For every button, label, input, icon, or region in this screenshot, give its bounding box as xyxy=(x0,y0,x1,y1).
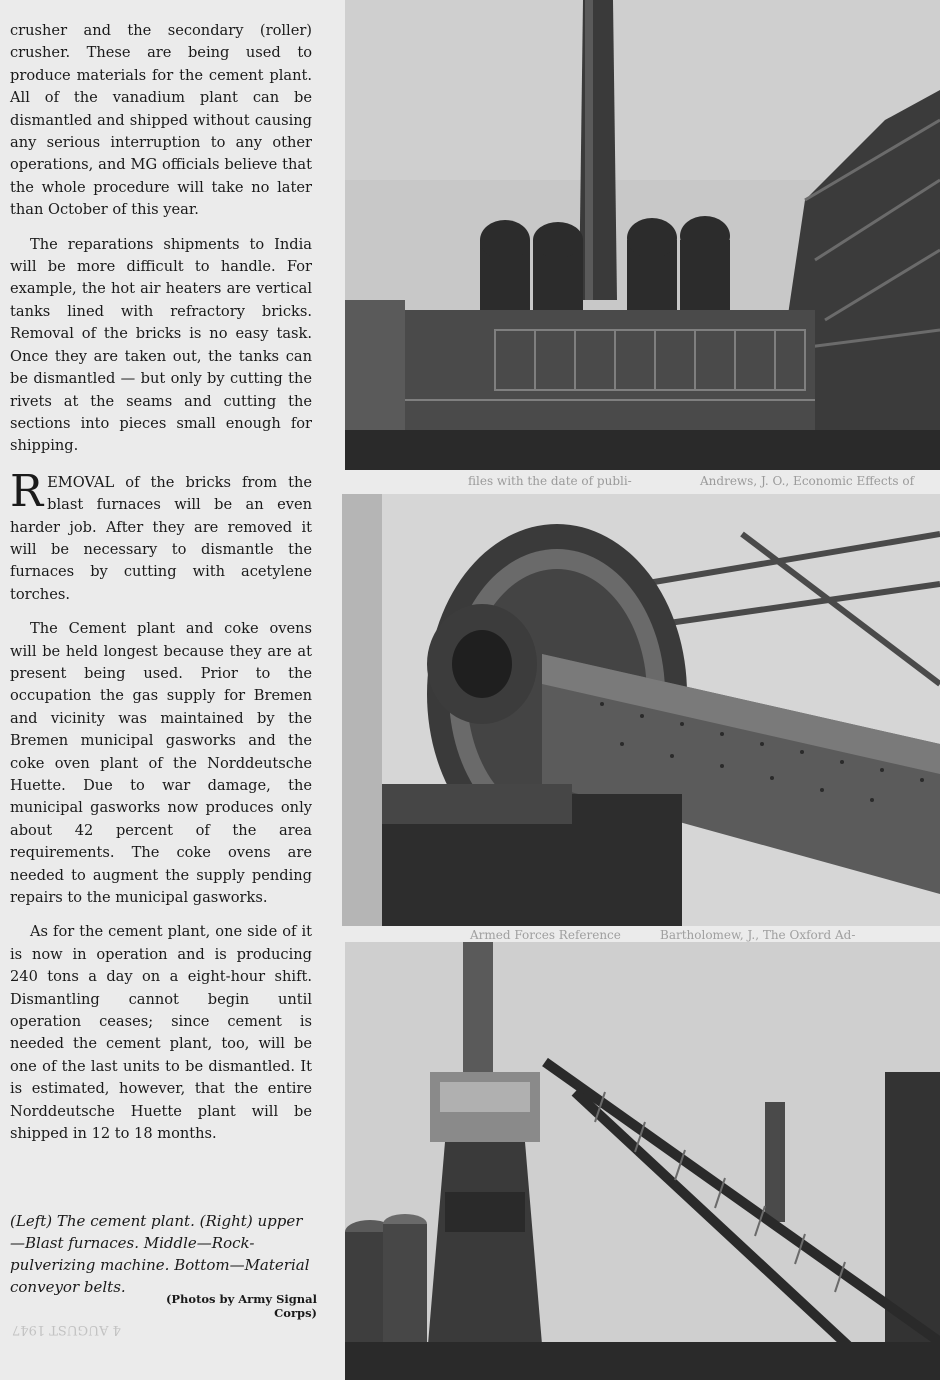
ghost-footer: 4 AUGUST 1947 xyxy=(12,1322,121,1337)
photo-caption: (Left) The cement plant. (Right) upper —Blast furnaces. Middle—Rock-pulverizing machine. Bottom—Material conveyor belts. xyxy=(10,1212,310,1296)
drop-cap: R xyxy=(10,465,44,517)
article-paragraph: The reparations shipments to India will be more difficult to handle. For example, the hot air heaters are vertical tanks lined with refractory bricks. Removal of the bricks is no easy task. Once they are taken out, the tanks can be dismantled — but only by cutting the rivets at the seams and cutting the sections into pieces small enough for shipping. xyxy=(10,235,312,455)
blast-furnaces-photo xyxy=(345,0,940,470)
conveyor-belts-photo xyxy=(345,942,940,1380)
drop-cap-paragraph xyxy=(10,465,312,606)
article-paragraph: crusher and the secondary (roller) crusher. These are being used to produce materials for the cement plant. All of the vanadium plant can be dismantled and shipped without causing any serious interruption to any other operations, and MG officials believe that the whole procedure will take no later than October of this year. xyxy=(10,22,312,219)
ghost-line: Armed Forces Reference xyxy=(470,928,621,942)
drop-cap-paragraph-text: EMOVAL of the bricks from the blast furnaces will be an even harder job. After they are removed it will be necessary to dismantle the furnaces by cutting with acetylene torches. xyxy=(10,473,312,603)
article-paragraph: The Cement plant and coke ovens will be held longest because they are at present being used. Prior to the occupation the gas supply for Bremen and vicinity was maintained by the Bremen municipal gasworks and the coke oven plant of the Norddeutsche Huette. Due to war damage, the municipal gasworks now produces only about 42 percent of the area requirements. The coke ovens are needed to augment the supply pending repairs to the municipal gasworks. xyxy=(10,620,312,907)
ghost-line: Andrews, J. O., Economic Effects of xyxy=(700,474,915,488)
rock-pulverizer-photo xyxy=(342,494,940,926)
ghost-line: files with the date of publi- xyxy=(468,474,632,488)
article-column xyxy=(10,20,312,1146)
ghost-line: Bartholomew, J., The Oxford Ad- xyxy=(660,928,856,942)
photo-credit: (Photos by Army Signal Corps) xyxy=(165,1292,317,1320)
article-paragraph: As for the cement plant, one side of it is now in operation and is producing 240 tons a day on a eight-hour shift. Dismantling cannot begin until operation ceases; since cement is needed the cement plant, too, will be one of the last units to be dismantled. It is estimated, however, that the entire Norddeutsche Huette plant will be shipped in 12 to 18 months. xyxy=(10,923,312,1143)
